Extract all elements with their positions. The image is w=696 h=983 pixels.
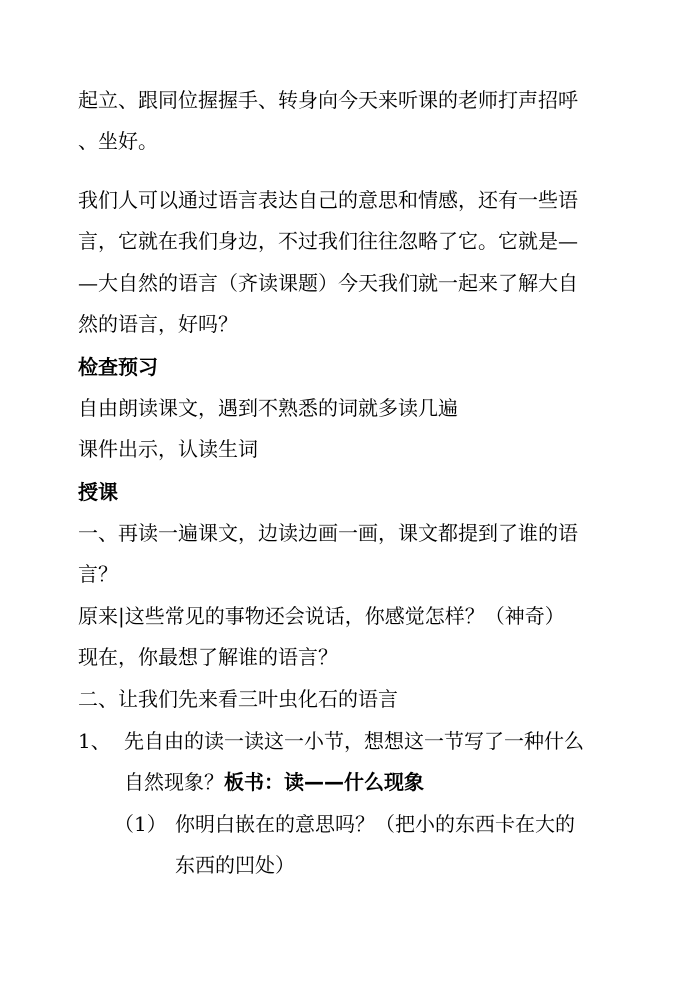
sublist-number: （1）: [114, 812, 167, 836]
paragraph-line: 言？: [78, 562, 118, 586]
sublist-item-line: 东西的凹处）: [175, 853, 295, 877]
paragraph-line: —大自然的语言（齐读课题）今天我们就一起来了解大自: [78, 271, 578, 295]
paragraph-line: 言，它就在我们身边，不过我们往往忽略了它。它就是—: [78, 229, 578, 253]
paragraph-line: 然的语言，好吗？: [78, 312, 238, 336]
paragraph-line: 我们人可以通过语言表达自己的意思和情感，还有一些语: [78, 188, 578, 212]
list-item-text: 自然现象？: [124, 770, 224, 794]
paragraph-line: 、坐好。: [78, 129, 158, 153]
paragraph-line: 一、再读一遍课文，边读边画一画，课文都提到了谁的语: [78, 521, 578, 545]
board-note: 板书：读——什么现象: [224, 770, 424, 794]
section-heading: 检查预习: [78, 355, 158, 379]
paragraph-line: 自由朗读课文，遇到不熟悉的词就多读几遍: [78, 396, 458, 420]
paragraph-line: 现在，你最想了解谁的语言？: [78, 645, 338, 669]
section-heading: 授课: [78, 480, 118, 504]
list-item-line: 先自由的读一读这一小节，想想这一节写了一种什么: [124, 729, 584, 753]
paragraph-line: 起立、跟同位握握手、转身向今天来听课的老师打声招呼: [78, 88, 578, 112]
list-number: 1、: [78, 729, 111, 753]
paragraph-line: 二、让我们先来看三叶虫化石的语言: [78, 687, 398, 711]
list-item-line: [124, 769, 424, 795]
paragraph-line: 原来|这些常见的事物还会说话，你感觉怎样？（神奇）: [78, 604, 565, 628]
sublist-item-line: 你明白嵌在的意思吗？（把小的东西卡在大的: [175, 812, 575, 836]
paragraph-line: 课件出示，认读生词: [78, 437, 258, 461]
